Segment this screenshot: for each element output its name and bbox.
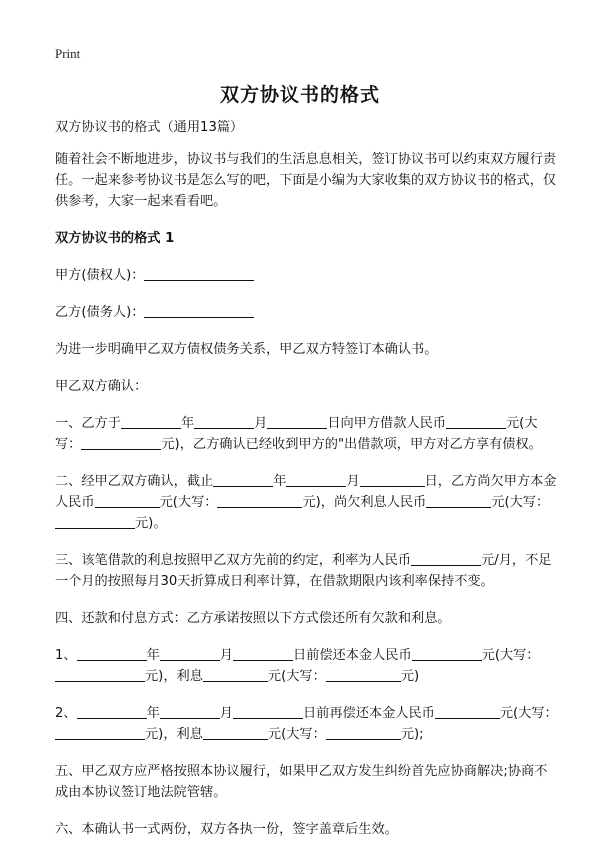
blank	[233, 705, 303, 719]
clause-2-text: 二、经甲乙双方确认，截止	[55, 474, 214, 489]
clause-1-text: 一、乙方于	[55, 416, 121, 431]
blank	[412, 647, 482, 661]
document-body	[55, 117, 560, 856]
clause-2-text: 年	[273, 474, 287, 489]
blank	[217, 494, 302, 508]
repayment-2-text: 元(大写：	[267, 727, 326, 742]
clause-1-text: 大写：	[55, 416, 538, 452]
blank	[55, 668, 145, 682]
repayment-1-text: 年	[146, 648, 160, 663]
clause-1-text: 元(	[506, 416, 525, 431]
clause-1-text: 年	[180, 416, 195, 431]
blank	[213, 473, 273, 487]
blank	[77, 705, 147, 719]
blank	[203, 668, 268, 682]
clause-4: 四、还款和付息方式：乙方承诺按照以下方式偿还所有欠款和利息。	[55, 611, 451, 626]
blank	[81, 436, 161, 450]
blank	[446, 415, 506, 429]
clause-3-text: 元/月，不足一个月的按照每月30天折算成日利率计算，在借款期限内该利率保持不变。	[55, 553, 552, 589]
clause-3-text: 三、该笔借款的利息按照甲乙双方先前的约定，利率为人民币	[55, 553, 412, 568]
print-label[interactable]: Print	[55, 46, 81, 61]
confirm-label: 甲乙双方确认：	[55, 379, 148, 394]
blank	[160, 705, 220, 719]
blank	[360, 473, 425, 487]
party-a-label: 甲方(债权人)：	[55, 268, 145, 283]
blank	[286, 473, 346, 487]
clause-6: 六、本确认书一式两份，双方各执一份，签字盖章后生效。	[55, 822, 398, 837]
clause-2-text: 日，乙方尚欠甲方本金人民币	[55, 474, 557, 510]
repayment-1-text: 元)	[400, 669, 420, 684]
blank	[426, 494, 491, 508]
repayment-2-text: 元)，利息	[145, 727, 203, 742]
document-subtitle: 双方协议书的格式（通用13篇）	[55, 120, 244, 135]
clause-2	[55, 471, 560, 534]
blank	[326, 726, 401, 740]
repayment-2-text: 元);	[400, 727, 424, 742]
clause-2-text: 元)。	[135, 516, 167, 531]
blank	[55, 726, 145, 740]
blank	[55, 515, 135, 529]
clause-1-text: 日向甲方借款人民币	[327, 416, 446, 431]
clause-2-text: 元(大写：	[159, 495, 218, 510]
repayment-2-text: 写：	[531, 706, 558, 721]
blank	[435, 705, 500, 719]
repayment-2	[55, 703, 560, 745]
clause-1-text: 元)，乙方确认已经收到甲方的"出借款项，甲方对乙方享有债权。	[161, 437, 542, 452]
blank	[194, 415, 254, 429]
blank	[121, 415, 181, 429]
repayment-1	[55, 645, 560, 687]
blank	[267, 415, 327, 429]
party-a-blank	[144, 267, 254, 281]
repayment-1-text: 元(大写：	[481, 648, 540, 663]
party-b-blank	[144, 304, 254, 318]
clause-2-text: 月	[346, 474, 360, 489]
section-heading: 双方协议书的格式 1	[55, 231, 175, 246]
repayment-2-text: 年	[146, 706, 160, 721]
repayment-1-text: 月	[219, 648, 233, 663]
clause-3	[55, 550, 560, 592]
clause-1-text: 月	[254, 416, 268, 431]
clause-2-text: 元)，尚欠利息人民币	[302, 495, 427, 510]
repayment-1-text: 1、	[55, 648, 77, 663]
clause-2-text: 写：	[522, 495, 550, 510]
clause-2-text: 元(大	[491, 495, 523, 510]
blank	[77, 647, 147, 661]
repayment-2-text: 元(大	[499, 706, 532, 721]
repayment-2-text: 月	[219, 706, 233, 721]
clause-5: 五、甲乙双方应严格按照本协议履行，如果甲乙双方发生纠纷首先应协商解决;协商不成由本协议签订地法院管辖。	[55, 764, 548, 800]
blank	[411, 552, 481, 566]
purpose-paragraph: 为进一步明确甲乙双方债权债务关系，甲乙双方特签订本确认书。	[55, 342, 438, 357]
blank	[95, 494, 160, 508]
blank	[203, 726, 268, 740]
repayment-1-text: 元(大写：	[267, 669, 326, 684]
repayment-2-text: 2、	[55, 706, 77, 721]
page-title: 双方协议书的格式	[219, 84, 380, 106]
intro-paragraph: 随着社会不断地进步，协议书与我们的生活息息相关，签订协议书可以约束双方履行责任。一起来参考协议书是怎么写的吧，下面是小编为大家收集的双方协议书的格式，仅供参考，大家一起来看看吧。	[55, 152, 557, 209]
party-a-line	[55, 265, 560, 286]
repayment-1-text: 元)，利息	[145, 669, 203, 684]
blank	[233, 647, 293, 661]
party-b-label: 乙方(债务人)：	[55, 305, 145, 320]
blank	[160, 647, 220, 661]
blank	[326, 668, 401, 682]
repayment-2-text: 日前再偿还本金人民币	[302, 706, 435, 721]
clause-1	[55, 413, 560, 455]
repayment-1-text: 日前偿还本金人民币	[292, 648, 412, 663]
party-b-line	[55, 302, 560, 323]
